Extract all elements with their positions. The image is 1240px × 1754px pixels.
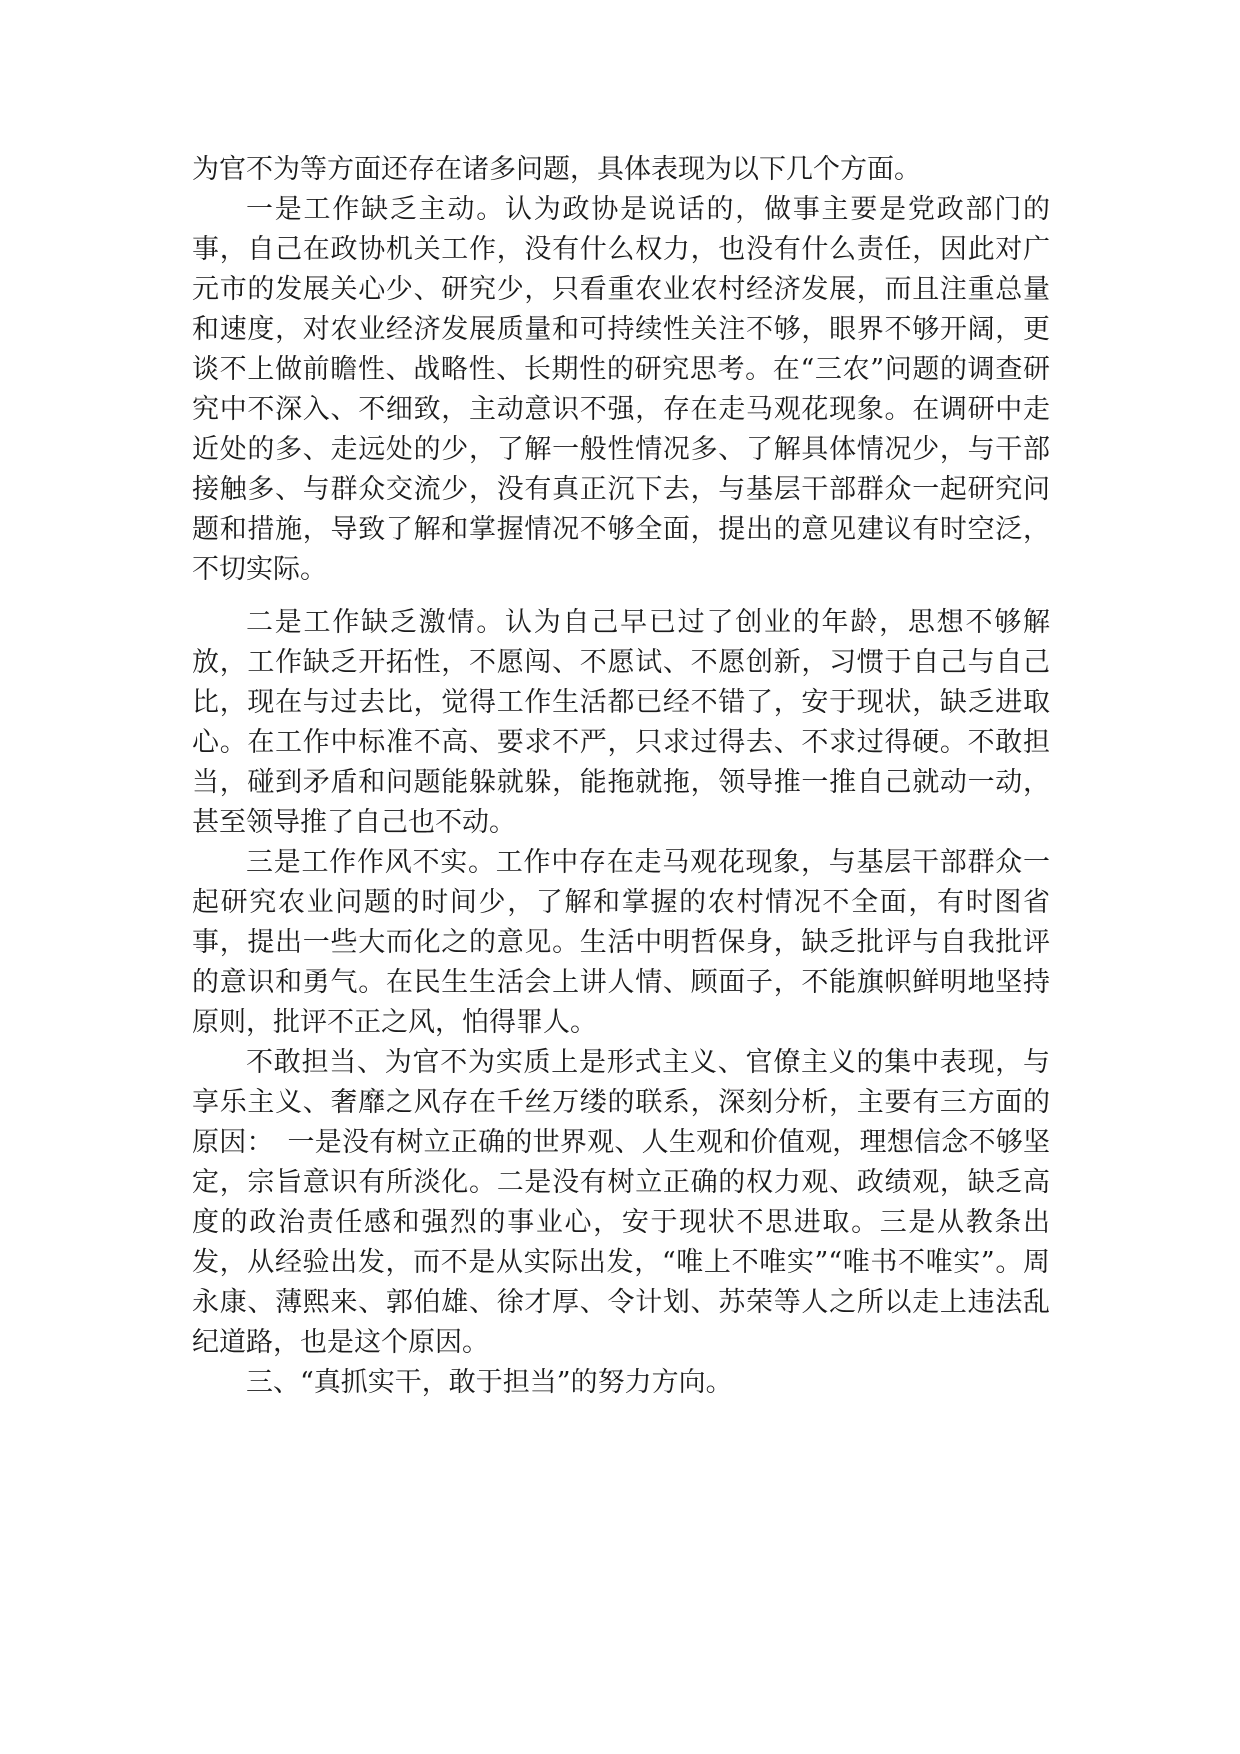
paragraph-lack-of-initiative: 一是工作缺乏主动。认为政协是说话的，做事主要是党政部门的事，自己在政协机关工作，没有什么权力，也没有什么责任，因此对广元市的发展关心少、研究少，只看重农业农村经济发展，而且注重总量和速度，对农业经济发展质量和可持续性关注不够，眼界不够开阔，更谈不上做前瞻性、战略性、长期性的研究思考。在“三农”问题的调查研究中不深入、不细致，主动意识不强，存在走马观花现象。在调研中走近处的多、走远处的少，了解一般性情况多、了解具体情况少，与干部接触多、与群众交流少，没有真正沉下去，与基层干部群众一起研究问题和措施，导致了解和掌握情况不够全面，提出的意见建议有时空泛，不切实际。	[192, 194, 1050, 585]
section-heading-direction: 三、“真抓实干，敢于担当”的努力方向。	[246, 1367, 733, 1398]
paragraph-continuation: 为官不为等方面还存在诸多问题，具体表现为以下几个方面。	[192, 154, 921, 185]
body-text	[192, 150, 1050, 1403]
paragraph-work-style: 三是工作作风不实。工作中存在走马观花现象，与基层干部群众一起研究农业问题的时间少，了解和掌握的农村情况不全面，有时图省事，提出一些大而化之的意见。生活中明哲保身，缺乏批评与自我批评的意识和勇气。在民生生活会上讲人情、顾面子，不能旗帜鲜明地坚持原则，批评不正之风，怕得罪人。	[192, 847, 1050, 1038]
paragraph-lack-of-passion: 二是工作缺乏激情。认为自己早已过了创业的年龄，思想不够解放，工作缺乏开拓性，不愿闯、不愿试、不愿创新，习惯于自己与自己比，现在与过去比，觉得工作生活都已经不错了，安于现状，缺乏进取心。在工作中标准不高、要求不严，只求过得去、不求过得硬。不敢担当，碰到矛盾和问题能躲就躲，能拖就拖，领导推一推自己就动一动，甚至领导推了自己也不动。	[192, 607, 1050, 838]
paragraph-root-causes: 不敢担当、为官不为实质上是形式主义、官僚主义的集中表现，与享乐主义、奢靡之风存在千丝万缕的联系，深刻分析，主要有三方面的原因： 一是没有树立正确的世界观、人生观和价值观，理想信念不够坚定，宗旨意识有所淡化。二是没有树立正确的权力观、政绩观，缺乏高度的政治责任感和强烈的事业心，安于现状不思进取。三是从教条出发，从经验出发，而不是从实际出发，“唯上不唯实”“唯书不唯实”。周永康、薄熙来、郭伯雄、徐才厚、令计划、苏荣等人之所以走上违法乱纪道路，也是这个原因。	[192, 1047, 1050, 1358]
